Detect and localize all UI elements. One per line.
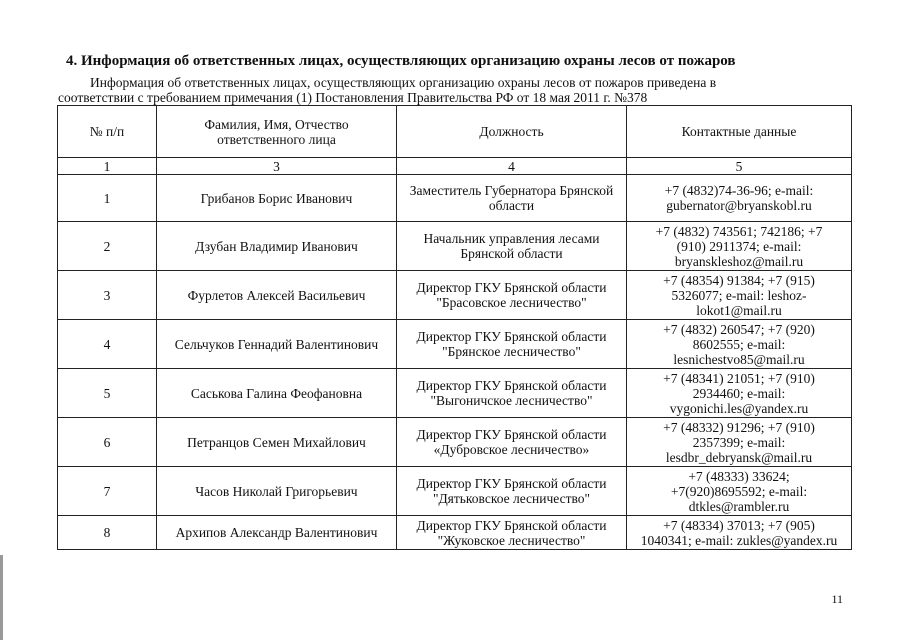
row-contact-cell: +7 (4832) 260547; +7 (920) 8602555; e-mail: lesnichestvo85@mail.ru (627, 320, 852, 369)
table-row (58, 369, 852, 418)
row-number-cell: 4 (58, 320, 157, 369)
table-row (58, 418, 852, 467)
row-contact-cell: +7 (48333) 33624; +7(920)8695592; e-mail: dtkles@rambler.ru (627, 467, 852, 516)
row-position-cell: Директор ГКУ Брянской области "Выгоничское лесничество" (397, 369, 627, 418)
section-title: 4. Информация об ответственных лицах, осуществляющих организацию охраны лесов от пожаров (66, 53, 736, 69)
column-number-cell: 3 (157, 158, 397, 175)
row-number-cell: 5 (58, 369, 157, 418)
table-row (58, 467, 852, 516)
page-number: 11 (831, 592, 843, 606)
scan-margin-line (0, 555, 3, 640)
row-name-cell: Сельчуков Геннадий Валентинович (157, 320, 397, 369)
table-header-row (58, 106, 852, 158)
intro-line-1: Информация об ответственных лицах, осуществляющих организацию охраны лесов от пожаров приведена в (90, 75, 717, 90)
intro-line-2: соответствии с требованием примечания (1) Постановления Правительства РФ от 18 мая 2011 г. №378 (58, 90, 648, 105)
row-contact-cell: +7 (4832)74-36-96; e-mail: gubernator@bryanskobl.ru (627, 175, 852, 222)
row-name-cell: Фурлетов Алексей Васильевич (157, 271, 397, 320)
row-position-cell: Заместитель Губернатора Брянской области (397, 175, 627, 222)
row-position-cell: Директор ГКУ Брянской области «Дубровское лесничество» (397, 418, 627, 467)
row-contact-cell: +7 (4832) 743561; 742186; +7 (910) 2911374; e-mail: bryanskleshoz@mail.ru (627, 222, 852, 271)
row-name-cell: Часов Николай Григорьевич (157, 467, 397, 516)
header-cell-number: № п/п (58, 106, 157, 158)
row-name-cell: Саськова Галина Феофановна (157, 369, 397, 418)
row-position-cell: Директор ГКУ Брянской области "Жуковское лесничество" (397, 516, 627, 550)
row-number-cell: 7 (58, 467, 157, 516)
row-contact-cell: +7 (48341) 21051; +7 (910) 2934460; e-mail: vygonichi.les@yandex.ru (627, 369, 852, 418)
row-position-cell: Директор ГКУ Брянской области "Дятьковское лесничество" (397, 467, 627, 516)
column-number-cell: 4 (397, 158, 627, 175)
table-row (58, 271, 852, 320)
row-position-cell: Начальник управления лесами Брянской области (397, 222, 627, 271)
column-number-cell: 5 (627, 158, 852, 175)
responsible-persons-table (57, 105, 852, 550)
header-cell-position: Должность (397, 106, 627, 158)
row-number-cell: 6 (58, 418, 157, 467)
table-row (58, 222, 852, 271)
row-number-cell: 2 (58, 222, 157, 271)
row-number-cell: 3 (58, 271, 157, 320)
intro-paragraph (58, 75, 858, 105)
row-name-cell: Дзубан Владимир Иванович (157, 222, 397, 271)
table-row (58, 175, 852, 222)
header-cell-name: Фамилия, Имя, Отчество ответственного лица (157, 106, 397, 158)
row-contact-cell: +7 (48334) 37013; +7 (905) 1040341; e-mail: zukles@yandex.ru (627, 516, 852, 550)
column-number-cell: 1 (58, 158, 157, 175)
table-row (58, 320, 852, 369)
row-number-cell: 1 (58, 175, 157, 222)
row-number-cell: 8 (58, 516, 157, 550)
row-name-cell: Грибанов Борис Иванович (157, 175, 397, 222)
column-number-row (58, 158, 852, 175)
row-position-cell: Директор ГКУ Брянской области "Брасовское лесничество" (397, 271, 627, 320)
row-contact-cell: +7 (48354) 91384; +7 (915) 5326077; e-mail: leshoz- lokot1@mail.ru (627, 271, 852, 320)
row-name-cell: Архипов Александр Валентинович (157, 516, 397, 550)
table-row (58, 516, 852, 550)
row-contact-cell: +7 (48332) 91296; +7 (910) 2357399; e-mail: lesdbr_debryansk@mail.ru (627, 418, 852, 467)
header-cell-contacts: Контактные данные (627, 106, 852, 158)
row-position-cell: Директор ГКУ Брянской области "Брянское лесничество" (397, 320, 627, 369)
row-name-cell: Петранцов Семен Михайлович (157, 418, 397, 467)
